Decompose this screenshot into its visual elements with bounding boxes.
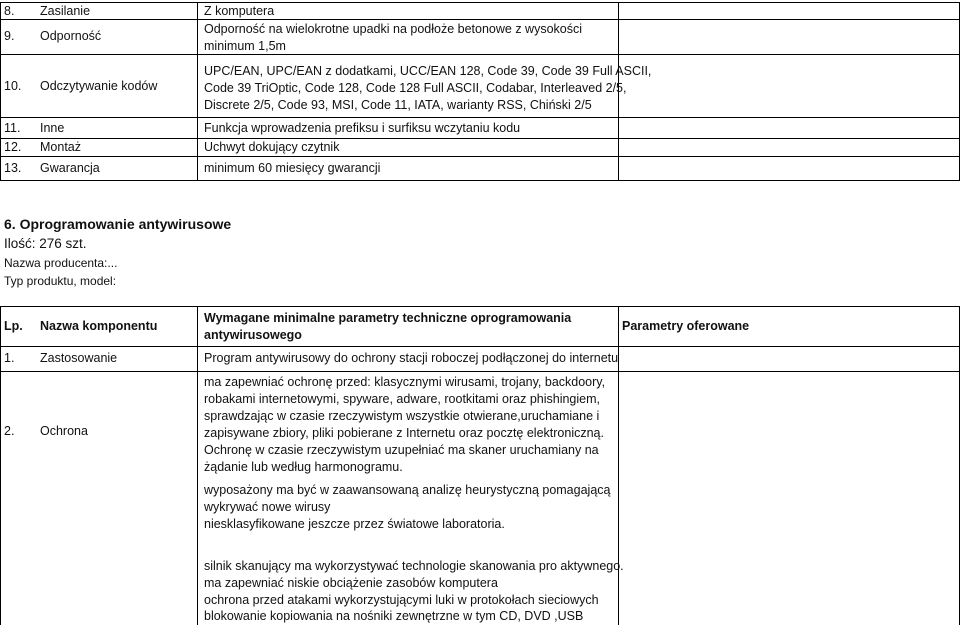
spec-text: Ochronę w czasie rzeczywistym uzupełniać ma skaner uruchamiany na xyxy=(204,443,599,457)
spec-text: Uchwyt dokujący czytnik xyxy=(204,140,340,154)
spec-text: żądanie lub według harmonogramu. xyxy=(204,460,403,474)
spec-text: Odporność na wielokrotne upadki na podłoże betonowe z wysokości xyxy=(204,22,583,36)
spec-text: Z komputera xyxy=(204,4,275,18)
spec-text: niesklasyfikowane jeszcze przez światowe laboratoria. xyxy=(204,517,505,531)
header-required-params: Wymagane minimalne parametry techniczne oprogramowania xyxy=(204,311,572,325)
spec-text: Funkcja wprowadzenia prefiksu i surfiksu wczytaniu kodu xyxy=(204,121,521,135)
component-name: Odporność xyxy=(40,29,102,43)
component-name: Inne xyxy=(40,121,65,135)
component-name: Zasilanie xyxy=(40,4,91,18)
section-title: 6. Oprogramowanie antywirusowe xyxy=(4,216,232,232)
spec-text: sprawdzając w czasie rzeczywistym wszystkie otwierane,uruchamiane i xyxy=(204,409,600,423)
spec-text: wykrywać nowe wirusy xyxy=(204,500,331,514)
component-name: Gwarancja xyxy=(40,161,100,175)
spec-text: UPC/EAN, UPC/EAN z dodatkami, UCC/EAN 128, Code 39, Code 39 Full ASCII, xyxy=(204,64,652,78)
spec-text: Discrete 2/5, Code 93, MSI, Code 11, IATA, warianty RSS, Chiński 2/5 xyxy=(204,98,592,112)
spec-text: robakami internetowymi, spyware, adware, rootkitami oraz phishingiem, xyxy=(204,392,600,406)
component-name: Odczytywanie kodów xyxy=(40,79,158,93)
spec-text: ma zapewniać ochronę przed: klasycznymi wirusami, trojany, backdoory, xyxy=(204,375,606,389)
producer-label: Nazwa producenta:... xyxy=(4,256,118,270)
spec-text: ochrona przed atakami wykorzystującymi luki w protokołach sieciowych xyxy=(204,593,599,607)
row-number: 12. xyxy=(4,140,22,154)
quantity-label: Ilość: 276 szt. xyxy=(4,236,87,251)
row-number: 1. xyxy=(4,351,15,365)
header-lp: Lp. xyxy=(4,319,23,333)
spec-text: minimum 60 miesięcy gwarancji xyxy=(204,161,381,175)
spec-text: blokowanie kopiowania na nośniki zewnętrzne w tym CD, DVD ,USB xyxy=(204,609,584,623)
row-number: 8. xyxy=(4,4,15,18)
header-required-params: antywirusowego xyxy=(204,328,302,342)
model-label: Typ produktu, model: xyxy=(4,274,117,288)
row-number: 9. xyxy=(4,29,15,43)
row-number: 2. xyxy=(4,424,15,438)
spec-text: zapisywane zbiory, pliki pobierane z Internetu oraz pocztę elektroniczną. xyxy=(204,426,604,440)
spec-text: minimum 1,5m xyxy=(204,39,286,53)
row-number: 11. xyxy=(4,121,21,135)
spec-text: ma zapewniać niskie obciążenie zasobów komputera xyxy=(204,576,498,590)
component-name: Zastosowanie xyxy=(40,351,118,365)
component-name: Montaż xyxy=(40,140,81,154)
header-offered-params: Parametry oferowane xyxy=(622,319,750,333)
row-number: 10. xyxy=(4,79,22,93)
row-number: 13. xyxy=(4,161,22,175)
spec-text: wyposażony ma być w zaawansowaną analizę heurystyczną pomagającą xyxy=(204,483,611,497)
component-name: Ochrona xyxy=(40,424,88,438)
spec-text: Program antywirusowy do ochrony stacji roboczej podłączonej do internetu xyxy=(204,351,619,365)
header-component: Nazwa komponentu xyxy=(40,319,158,333)
spec-text: silnik skanujący ma wykorzystywać technologie skanowania pro aktywnego. xyxy=(204,559,624,573)
spec-text: Code 39 TriOptic, Code 128, Code 128 Full ASCII, Codabar, Interleaved 2/5, xyxy=(204,81,627,95)
